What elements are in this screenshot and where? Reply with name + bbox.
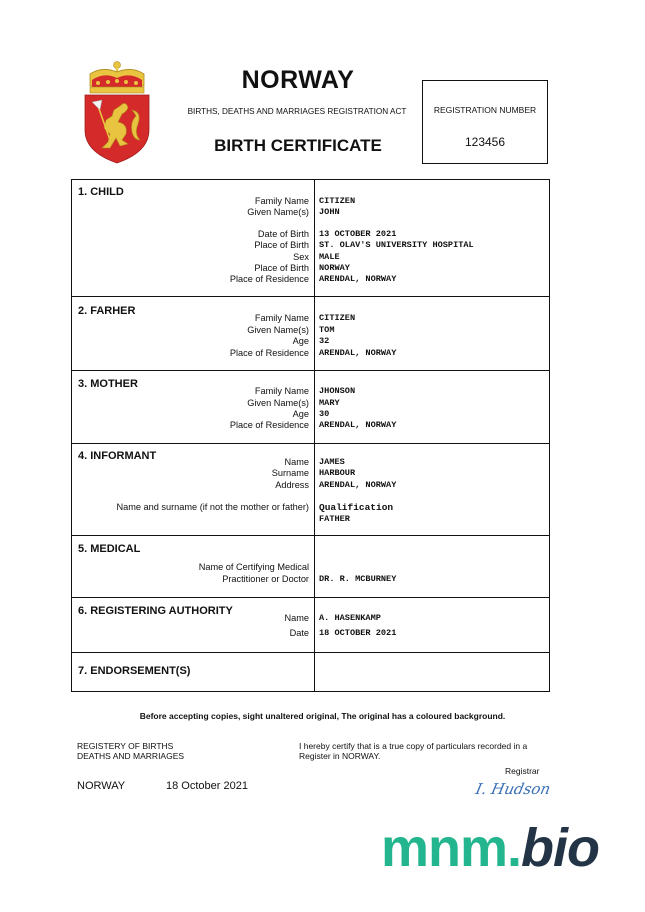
field-row: Name and surname (if not the mother or father) Qualification (116, 502, 394, 513)
field-row: Date 18 OCTOBER 2021 (289, 628, 397, 638)
field-row: Age 30 (292, 409, 330, 419)
section-heading: 7. ENDORSEMENT(S) (78, 665, 191, 677)
certificate-title: BIRTH CERTIFICATE (214, 136, 382, 155)
section-child (72, 180, 549, 297)
field-row: Name of Certifying Medical (198, 562, 309, 572)
authenticity-notice: Before accepting copies, sight unaltered original, The original has a coloured background. (139, 711, 506, 721)
registrar-label: Registrar (505, 766, 540, 776)
section-heading: 3. MOTHER (78, 378, 138, 390)
field-row: FATHER (319, 514, 350, 524)
section-mother (72, 371, 549, 444)
section-medical (72, 536, 549, 598)
field-row: Practitioner or Doctor DR. R. MCBURNEY (222, 574, 397, 584)
registrar-signature: I. Hudson (474, 780, 553, 798)
watermark-logo: mnm.bio (381, 818, 600, 878)
section-endorsements (72, 653, 549, 692)
certification-statement: I hereby certify that is a true copy of particulars recorded in a Register in NORWAY. (299, 741, 528, 761)
field-row: Name A. HASENKAMP (284, 613, 381, 623)
section-heading: 2. FARHER (78, 305, 136, 317)
field-row: Address ARENDAL, NORWAY (275, 480, 397, 490)
section-heading: 5. MEDICAL (78, 543, 141, 555)
registry-name: REGISTERY OF BIRTHS DEATHS AND MARRIAGES (77, 741, 185, 761)
field-row: Family Name CITIZEN (254, 196, 356, 206)
field-row: Place of Residence ARENDAL, NORWAY (229, 420, 397, 430)
registration-number-value: 123456 (464, 135, 506, 149)
registration-number-label: REGISTRATION NUMBER (433, 105, 537, 115)
field-row: Given Name(s) JOHN (247, 207, 340, 217)
field-row: Surname HARBOUR (271, 468, 356, 478)
field-row: Sex MALE (293, 252, 340, 262)
country-title: NORWAY (241, 66, 355, 94)
field-row: Place of Birth ST. OLAV'S UNIVERSITY HOSPITAL (254, 240, 474, 250)
section-registering-authority (72, 598, 549, 653)
section-informant (72, 444, 549, 536)
field-row: Place of Birth NORWAY (254, 263, 350, 273)
field-row: Age 32 (292, 336, 330, 346)
act-subtitle: BIRTHS, DEATHS AND MARRIAGES REGISTRATION ACT (187, 107, 407, 116)
field-row: Family Name JHONSON (254, 386, 356, 396)
registration-number-box (422, 80, 548, 164)
section-heading: 6. REGISTERING AUTHORITY (78, 605, 233, 617)
issue-country: NORWAY (77, 780, 126, 792)
field-row: Date of Birth 13 OCTOBER 2021 (257, 229, 397, 239)
field-row: Place of Residence ARENDAL, NORWAY (229, 274, 397, 284)
issue-date: 18 October 2021 (166, 780, 248, 792)
norway-coat-of-arms-icon (82, 60, 152, 164)
certificate-table (71, 179, 550, 692)
section-heading: 1. CHILD (78, 186, 124, 198)
field-row: Place of Residence ARENDAL, NORWAY (229, 348, 397, 358)
section-father (72, 297, 549, 371)
field-row: Family Name CITIZEN (254, 313, 356, 323)
section-heading: 4. INFORMANT (78, 450, 157, 462)
field-row: Given Name(s) TOM (247, 325, 335, 335)
field-row: Given Name(s) MARY (247, 398, 340, 408)
field-row: Name JAMES (284, 457, 345, 467)
